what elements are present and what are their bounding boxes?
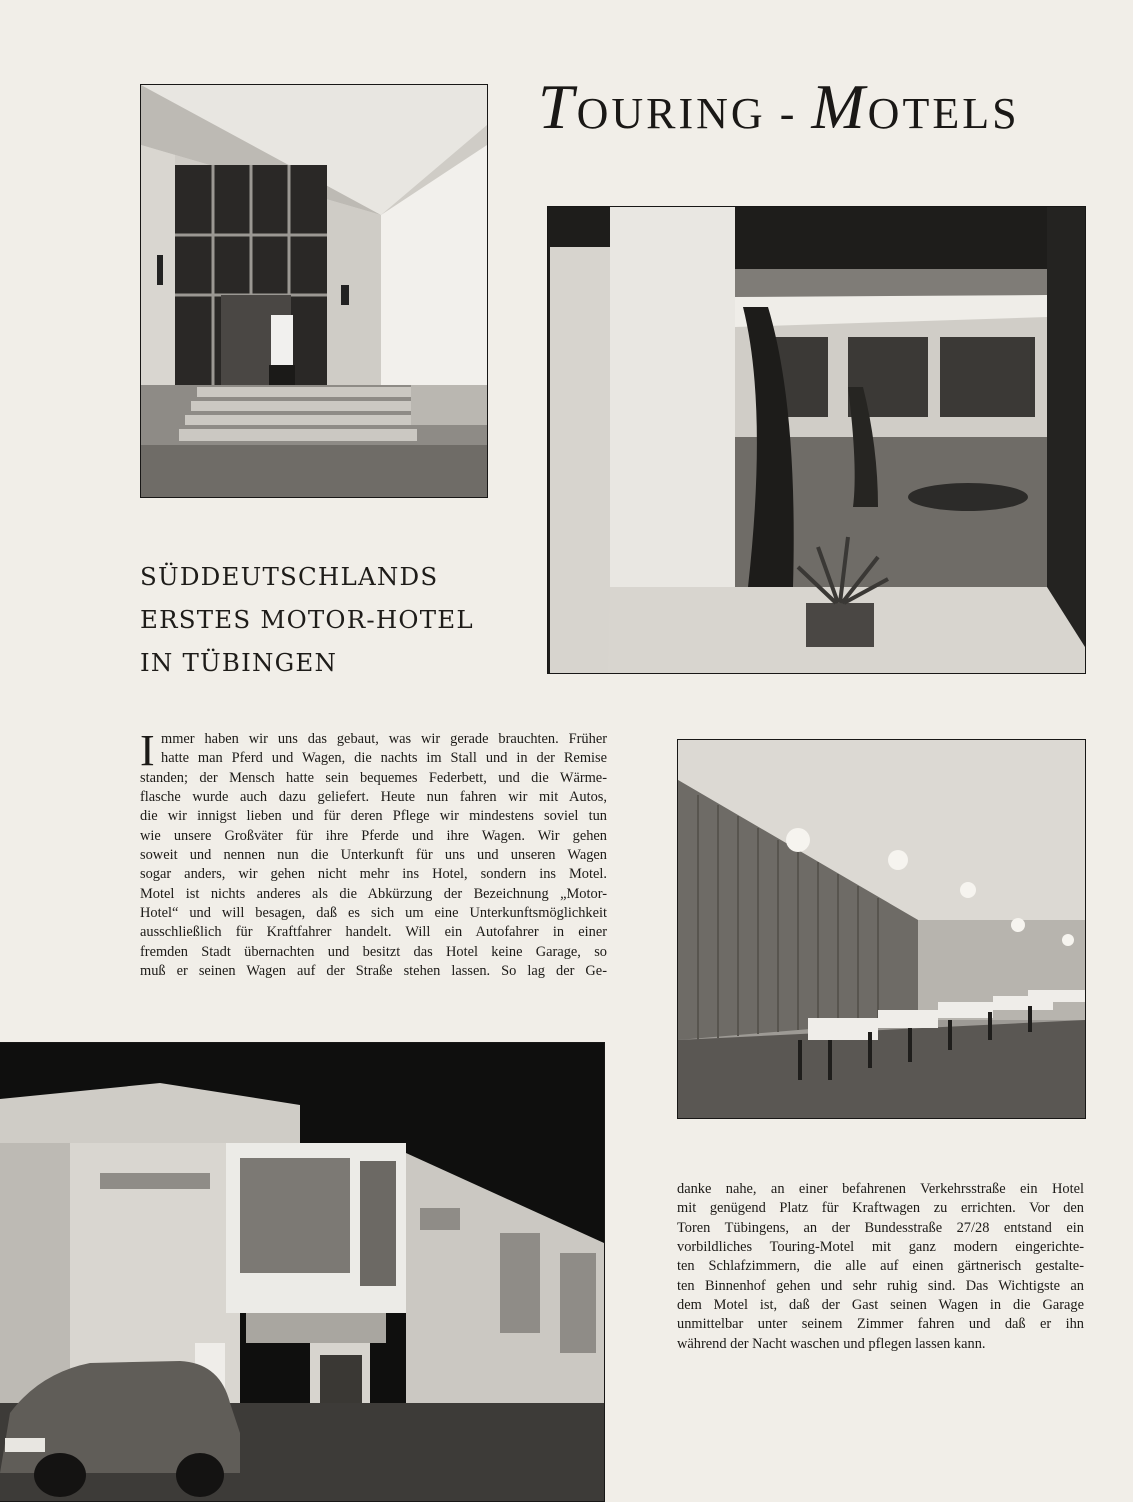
text-line: mmer haben wir uns das gebaut, was wir gerade brauchten. Früher: [161, 731, 607, 747]
title-initial-t: T: [538, 71, 577, 142]
title-word-motels: OTELS: [867, 89, 1020, 138]
text-line: ten Binnenhof gehen und sehr ruhig sind. Das Wichtigste an: [677, 1277, 1084, 1294]
photo-entrance: [140, 84, 488, 498]
text-line: die wir innigst lieben und für deren Pflege wir mindestens soviel tun: [140, 808, 607, 825]
photo-motel-night: [0, 1042, 605, 1502]
subtitle: [140, 555, 520, 684]
text-line: Motel ist nichts anderes als die Abkürzung der Bezeichnung „Motor-: [140, 885, 607, 902]
text-line: dem Motel ist, daß der Gast seinen Wagen in die Garage: [677, 1297, 1084, 1314]
title-word-touring: OURING: [576, 89, 766, 138]
subtitle-line: SÜDDEUTSCHLANDS: [140, 562, 439, 591]
title-initial-m: M: [811, 71, 868, 142]
title-separator: -: [779, 89, 798, 138]
text-line: ausschließlich für Kraftfahrer handelt. Will ein Autofahrer in einer: [140, 924, 607, 941]
drop-cap: I: [140, 726, 155, 775]
text-line: hatte man Pferd und Wagen, die nachts im Stall und in der Remise: [161, 750, 607, 767]
text-line: sogar anders, wir gehen nicht mehr ins Hotel, sondern ins Motel.: [140, 866, 607, 883]
article-column-1: [140, 726, 607, 981]
text-line: während der Nacht waschen und pflegen lassen kann.: [677, 1335, 986, 1352]
text-line: wie unsere Großväter für ihre Pferde und ihre Wagen. Wir gehen: [140, 827, 607, 844]
text-line: Hotel“ und will besagen, daß es sich um eine Unterkunftsmöglichkeit: [140, 905, 607, 922]
text-line: flasche wurde auch dazu geliefert. Heute nun fahren wir mit Autos,: [140, 789, 607, 806]
text-line: muß er seinen Wagen auf der Straße stehen lassen. So lag der Ge-: [140, 963, 607, 980]
text-line: mit genügend Platz für Kraftwagen zu errichten. Vor den: [677, 1200, 1084, 1217]
subtitle-line: IN TÜBINGEN: [140, 648, 338, 677]
subtitle-line: ERSTES MOTOR-HOTEL: [140, 605, 474, 634]
article-column-2: [677, 1180, 1084, 1354]
page-title: [538, 70, 1098, 144]
text-line: ten Schlafzimmern, die alle auf einen gärtnerisch gestalte-: [677, 1258, 1084, 1275]
photo-courtyard: [547, 206, 1086, 674]
text-line: Toren Tübingens, an der Bundesstraße 27/28 entstand ein: [677, 1219, 1084, 1236]
photo-dining-room: [677, 739, 1086, 1119]
text-line: unmittelbar unter seinem Zimmer fahren und daß er ihn: [677, 1316, 1084, 1333]
text-line: danke nahe, an einer befahrenen Verkehrsstraße ein Hotel: [677, 1181, 1084, 1197]
text-line: vorbildliches Touring-Motel mit ganz modern eingerichte-: [677, 1239, 1084, 1256]
text-line: standen; der Mensch hatte sein bequemes Federbett, und die Wärme-: [140, 769, 607, 786]
text-line: fremden Stadt übernachten und besitzt das Hotel keine Garage, so: [140, 943, 607, 960]
text-line: soweit und nennen nun die Unterkunft für uns und unseren Wagen: [140, 847, 607, 864]
